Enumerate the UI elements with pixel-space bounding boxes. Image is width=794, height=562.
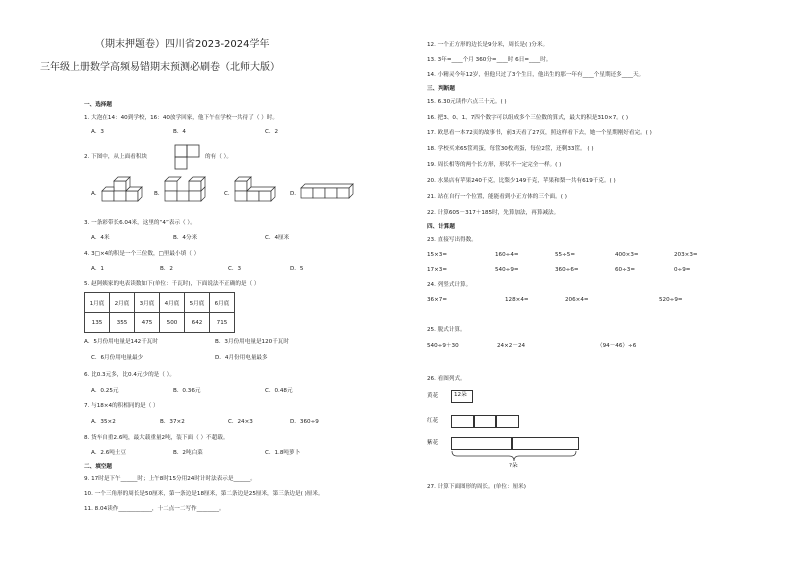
- q7-option-b: B．37×2: [160, 419, 185, 425]
- q5-option-c: C．6月份用电量最少: [91, 355, 144, 361]
- q6-option-a: A．0.25元: [91, 388, 119, 394]
- question-13: 13. 3年=____个月 360分=____时 6日=____时。: [427, 57, 552, 63]
- q8-option-c: C．1.8吨萝卜: [265, 450, 301, 456]
- label-purple: 紫花: [427, 440, 439, 446]
- red-bar-seg: [473, 415, 497, 428]
- q4-option-d: D．5: [290, 266, 304, 272]
- brace-icon: [451, 450, 577, 462]
- table-header: 5月底: [185, 293, 210, 313]
- cube-figure-c: [233, 176, 277, 202]
- top-view-figure: [174, 144, 202, 170]
- question-4: 4. 3□×4的积是一个三位数，□里最小填（ ）: [84, 251, 200, 257]
- question-9: 9. 17时是下午______时；上午8时15分用24时计时法表示是______。: [84, 476, 256, 482]
- question-18: 18. 学校买来65筐鸡蛋，每筐30枚鸡蛋，每位2筐，还剩33筐。 ( ): [427, 146, 594, 152]
- calc-item: 0÷9=: [674, 267, 691, 273]
- purple-bar-seg: [451, 437, 513, 450]
- question-2-tail: 的有（ ）。: [205, 154, 232, 160]
- table-cell: 642: [185, 313, 210, 333]
- q2-option-c: C．: [224, 191, 234, 197]
- question-17: 17. 欧思看一本72页的故事书，前3天看了27页，照这样看下去，她一个星期刚好看完。( ): [427, 130, 652, 136]
- q5-option-a: A．5月份用电量是142千瓦时: [84, 339, 159, 345]
- calc-item: 60÷3=: [615, 267, 636, 273]
- table-header: 6月底: [210, 293, 235, 313]
- q1-option-a: A．3: [91, 129, 104, 135]
- question-25: 25. 脱式计算。: [427, 327, 466, 333]
- calc-item: 203×3=: [674, 252, 698, 258]
- calc-item: 400×3=: [615, 252, 639, 258]
- cube-figure-d: [299, 180, 355, 202]
- question-12: 12. 一个正方形的边长是9分米，周长是( )分米。: [427, 42, 549, 48]
- question-20: 20. 水果店有苹果240千克，比梨少149千克，苹果和梨一共有619千克。( ): [427, 178, 616, 184]
- question-6: 6. 比0.3元多，比0.4元少的是（ ）。: [84, 372, 176, 378]
- yellow-box-label: 12朵: [454, 392, 467, 398]
- question-5: 5. 赵阿姨家的电表读数如下(单位：千瓦时)，下面说法不正确的是（ ）: [84, 281, 260, 287]
- purple-bar-seg: [511, 437, 579, 450]
- q8-option-b: B．2吨白菜: [173, 450, 203, 456]
- q2-option-d: D．: [290, 191, 300, 197]
- question-19: 19. 周长相等的两个长方形，形状不一定完全一样。( ): [427, 162, 562, 168]
- q2-option-a: A．: [91, 191, 101, 197]
- calc-item: 540÷9=: [495, 267, 519, 273]
- vertical-item: 128×4=: [505, 297, 529, 303]
- table-cell: 715: [210, 313, 235, 333]
- table-header: 2月底: [110, 293, 135, 313]
- vertical-item: 206×4=: [565, 297, 589, 303]
- question-22: 22. 计算605－317＋185时，先算加法，再算减法。: [427, 210, 560, 216]
- vertical-item: 36×7=: [427, 297, 448, 303]
- question-26: 26. 看图列式。: [427, 376, 466, 382]
- q2-option-b: B．: [154, 191, 164, 197]
- table-cell: 135: [85, 313, 110, 333]
- question-27: 27. 计算下面图形的周长。(单位：厘米): [427, 484, 526, 490]
- section-judge: 三、判断题: [427, 86, 455, 92]
- calc-item: 360÷6=: [555, 267, 579, 273]
- step-item: （94－46）÷6: [597, 343, 637, 349]
- q6-option-c: C．0.48元: [265, 388, 293, 394]
- red-bar-seg: [451, 415, 475, 428]
- q5-option-b: B．3月份用电量是120千瓦时: [215, 339, 290, 345]
- question-23: 23. 直接写出得数。: [427, 237, 477, 243]
- step-item: 24×2－24: [497, 343, 526, 349]
- title-line1: （期末押题卷）四川省2023-2024学年: [95, 39, 270, 50]
- meter-table: [84, 292, 235, 333]
- question-8: 8. 货车自重2.6吨，最大载重量2吨，装下面（ ）不超载。: [84, 435, 229, 441]
- question-24: 24. 列竖式计算。: [427, 282, 472, 288]
- q1-option-c: C．2: [265, 129, 279, 135]
- label-red: 红花: [427, 418, 439, 424]
- table-header: 4月底: [160, 293, 185, 313]
- diagram-question-mark: ?朵: [509, 463, 518, 469]
- question-2: 2. 下图中，从上面看积块: [84, 154, 148, 160]
- q3-option-a: A．4米: [91, 235, 110, 241]
- calc-item: 55÷5=: [555, 252, 576, 258]
- question-10: 10. 一个三角形的周长是50厘米，第一条边是18厘米，第二条边是25厘米，第三条边是( )厘米。: [84, 491, 324, 497]
- section-choice: 一、选择题: [84, 102, 112, 108]
- table-cell: 475: [135, 313, 160, 333]
- vertical-item: 520÷9=: [659, 297, 683, 303]
- q6-option-b: B．0.36元: [173, 388, 201, 394]
- table-header: 3月底: [135, 293, 160, 313]
- question-15: 15. 6.30元读作六点三十元。( ): [427, 99, 507, 105]
- q7-option-c: C．24×3: [228, 419, 253, 425]
- q4-option-b: B．2: [160, 266, 173, 272]
- question-1: 1. 大泡在14：40到学校，16：40放学回家，他下午在学校一共待了（ ）时。: [84, 115, 278, 121]
- question-14: 14. 小精灵今年12岁，但他只过了3个生日，他出生的那一年有____个星期还多____天。: [427, 72, 645, 78]
- question-7: 7. 与18×4的积相同的是（ ）: [84, 403, 159, 409]
- question-3: 3. 一条彩带长6.04米，这里的“4”表示（ ）。: [84, 220, 196, 226]
- calc-item: 160÷4=: [495, 252, 519, 258]
- q3-option-c: C．4厘米: [265, 235, 290, 241]
- q7-option-a: A．35×2: [91, 419, 116, 425]
- section-fill: 二、填空题: [84, 464, 112, 470]
- q4-option-c: C．3: [228, 266, 242, 272]
- table-cell: 355: [110, 313, 135, 333]
- step-item: 540÷9＋30: [427, 343, 459, 349]
- q1-option-b: B．4: [173, 129, 186, 135]
- title-line2: 三年级上册数学高频易错期末预测必刷卷（北师大版）: [40, 62, 280, 73]
- question-16: 16. 把3、0、1、7四个数字可以组成多个三位数的算式，最大的积是310×7。( ): [427, 115, 629, 121]
- q8-option-a: A．2.6吨土豆: [91, 450, 127, 456]
- q4-option-a: A．1: [91, 266, 104, 272]
- calc-item: 15×3=: [427, 252, 448, 258]
- question-21: 21. 站在自行一个位置，能能看到小正方体的三个面。( ): [427, 194, 567, 200]
- section-calc: 四、计算题: [427, 224, 455, 230]
- red-bar-seg: [495, 415, 519, 428]
- label-yellow: 黄花: [427, 393, 439, 399]
- cube-figure-a: [100, 176, 144, 202]
- q5-option-d: D．4月份用电量最多: [215, 355, 268, 361]
- q3-option-b: B．4分米: [173, 235, 198, 241]
- question-11: 11. 8.04读作____________，十二点一二写作________。: [84, 506, 225, 512]
- table-cell: 500: [160, 313, 185, 333]
- table-header: 1月底: [85, 293, 110, 313]
- calc-item: 17×3=: [427, 267, 448, 273]
- cube-figure-b: [163, 176, 207, 202]
- q7-option-d: D．360÷9: [290, 419, 319, 425]
